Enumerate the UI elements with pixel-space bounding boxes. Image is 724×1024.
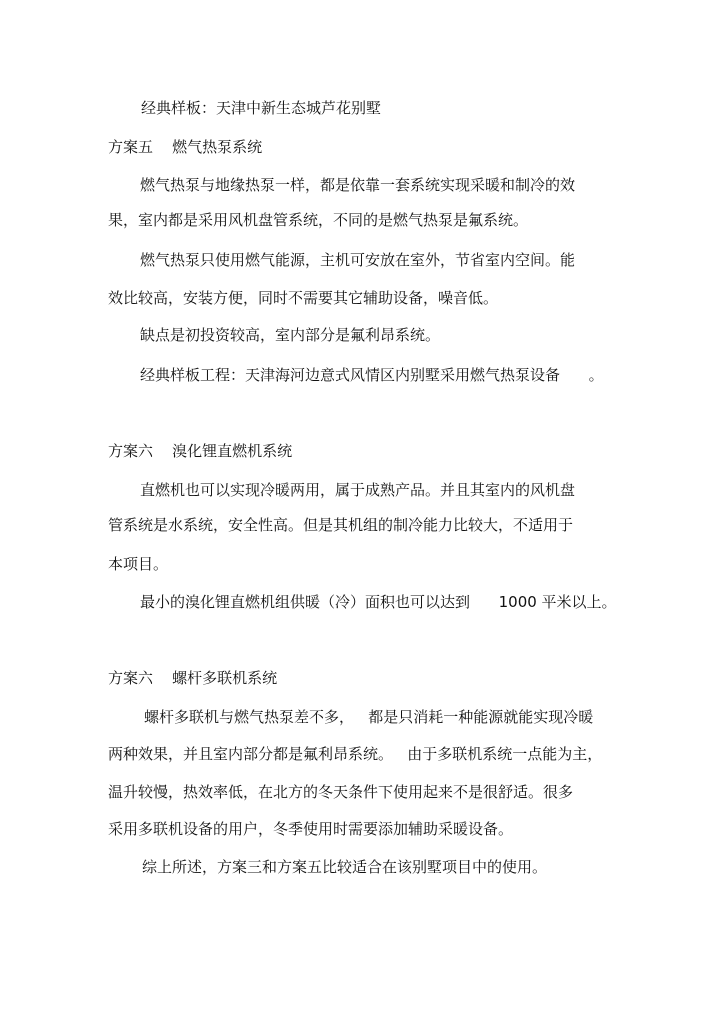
paragraph-line: 采用多联机设备的用户，冬季使用时需要添加辅助采暖设备。 <box>108 820 514 838</box>
paragraph-line: 燃气热泵与地缘热泵一样，都是依靠一套系统实现采暖和制冷的效 <box>140 176 576 194</box>
paragraph-line: 温升较慢，热效率低，在北方的冬天条件下使用起来不是很舒适。很多 <box>108 783 574 801</box>
paragraph-line: 两种效果，并且室内部分都是氟利昂系统。 由于多联机系统一点能为主， <box>108 745 603 763</box>
paragraph-line: 最小的溴化锂直燃机组供暖（冷）面积也可以达到 1000 平米以上。 <box>140 593 617 611</box>
section-heading-option-6: 方案六 溴化锂直燃机系统 <box>108 442 293 460</box>
sample-project-line: 经典样板：天津中新生态城芦花别墅 <box>141 99 382 117</box>
paragraph-line: 管系统是水系统，安全性高。但是其机组的制冷能力比较大，不适用于 <box>108 516 574 534</box>
conclusion-line: 综上所述，方案三和方案五比较适合在该别墅项目中的使用。 <box>142 858 548 876</box>
paragraph-line: 螺杆多联机与燃气热泵差不多， 都是只消耗一种能源就能实现冷暖 <box>144 708 594 726</box>
section-heading-option-6b: 方案六 螺杆多联机系统 <box>108 669 278 687</box>
paragraph-line: 缺点是初投资较高，室内部分是氟利昂系统。 <box>140 326 441 344</box>
paragraph-line: 效比较高，安装方便，同时不需要其它辅助设备，噪音低。 <box>108 289 499 307</box>
paragraph-line: 直燃机也可以实现冷暖两用，属于成熟产品。并且其室内的风机盘 <box>140 481 576 499</box>
paragraph-line: 本项目。 <box>108 555 169 573</box>
sample-project-line: 经典样板工程：天津海河边意式风情区内别墅采用燃气热泵设备 。 <box>140 366 604 384</box>
paragraph-line: 燃气热泵只使用燃气能源，主机可安放在室外，节省室内空间。能 <box>140 251 576 269</box>
paragraph-line: 果，室内都是采用风机盘管系统，不同的是燃气热泵是氟系统。 <box>108 211 529 229</box>
section-heading-option-5: 方案五 燃气热泵系统 <box>108 138 263 156</box>
